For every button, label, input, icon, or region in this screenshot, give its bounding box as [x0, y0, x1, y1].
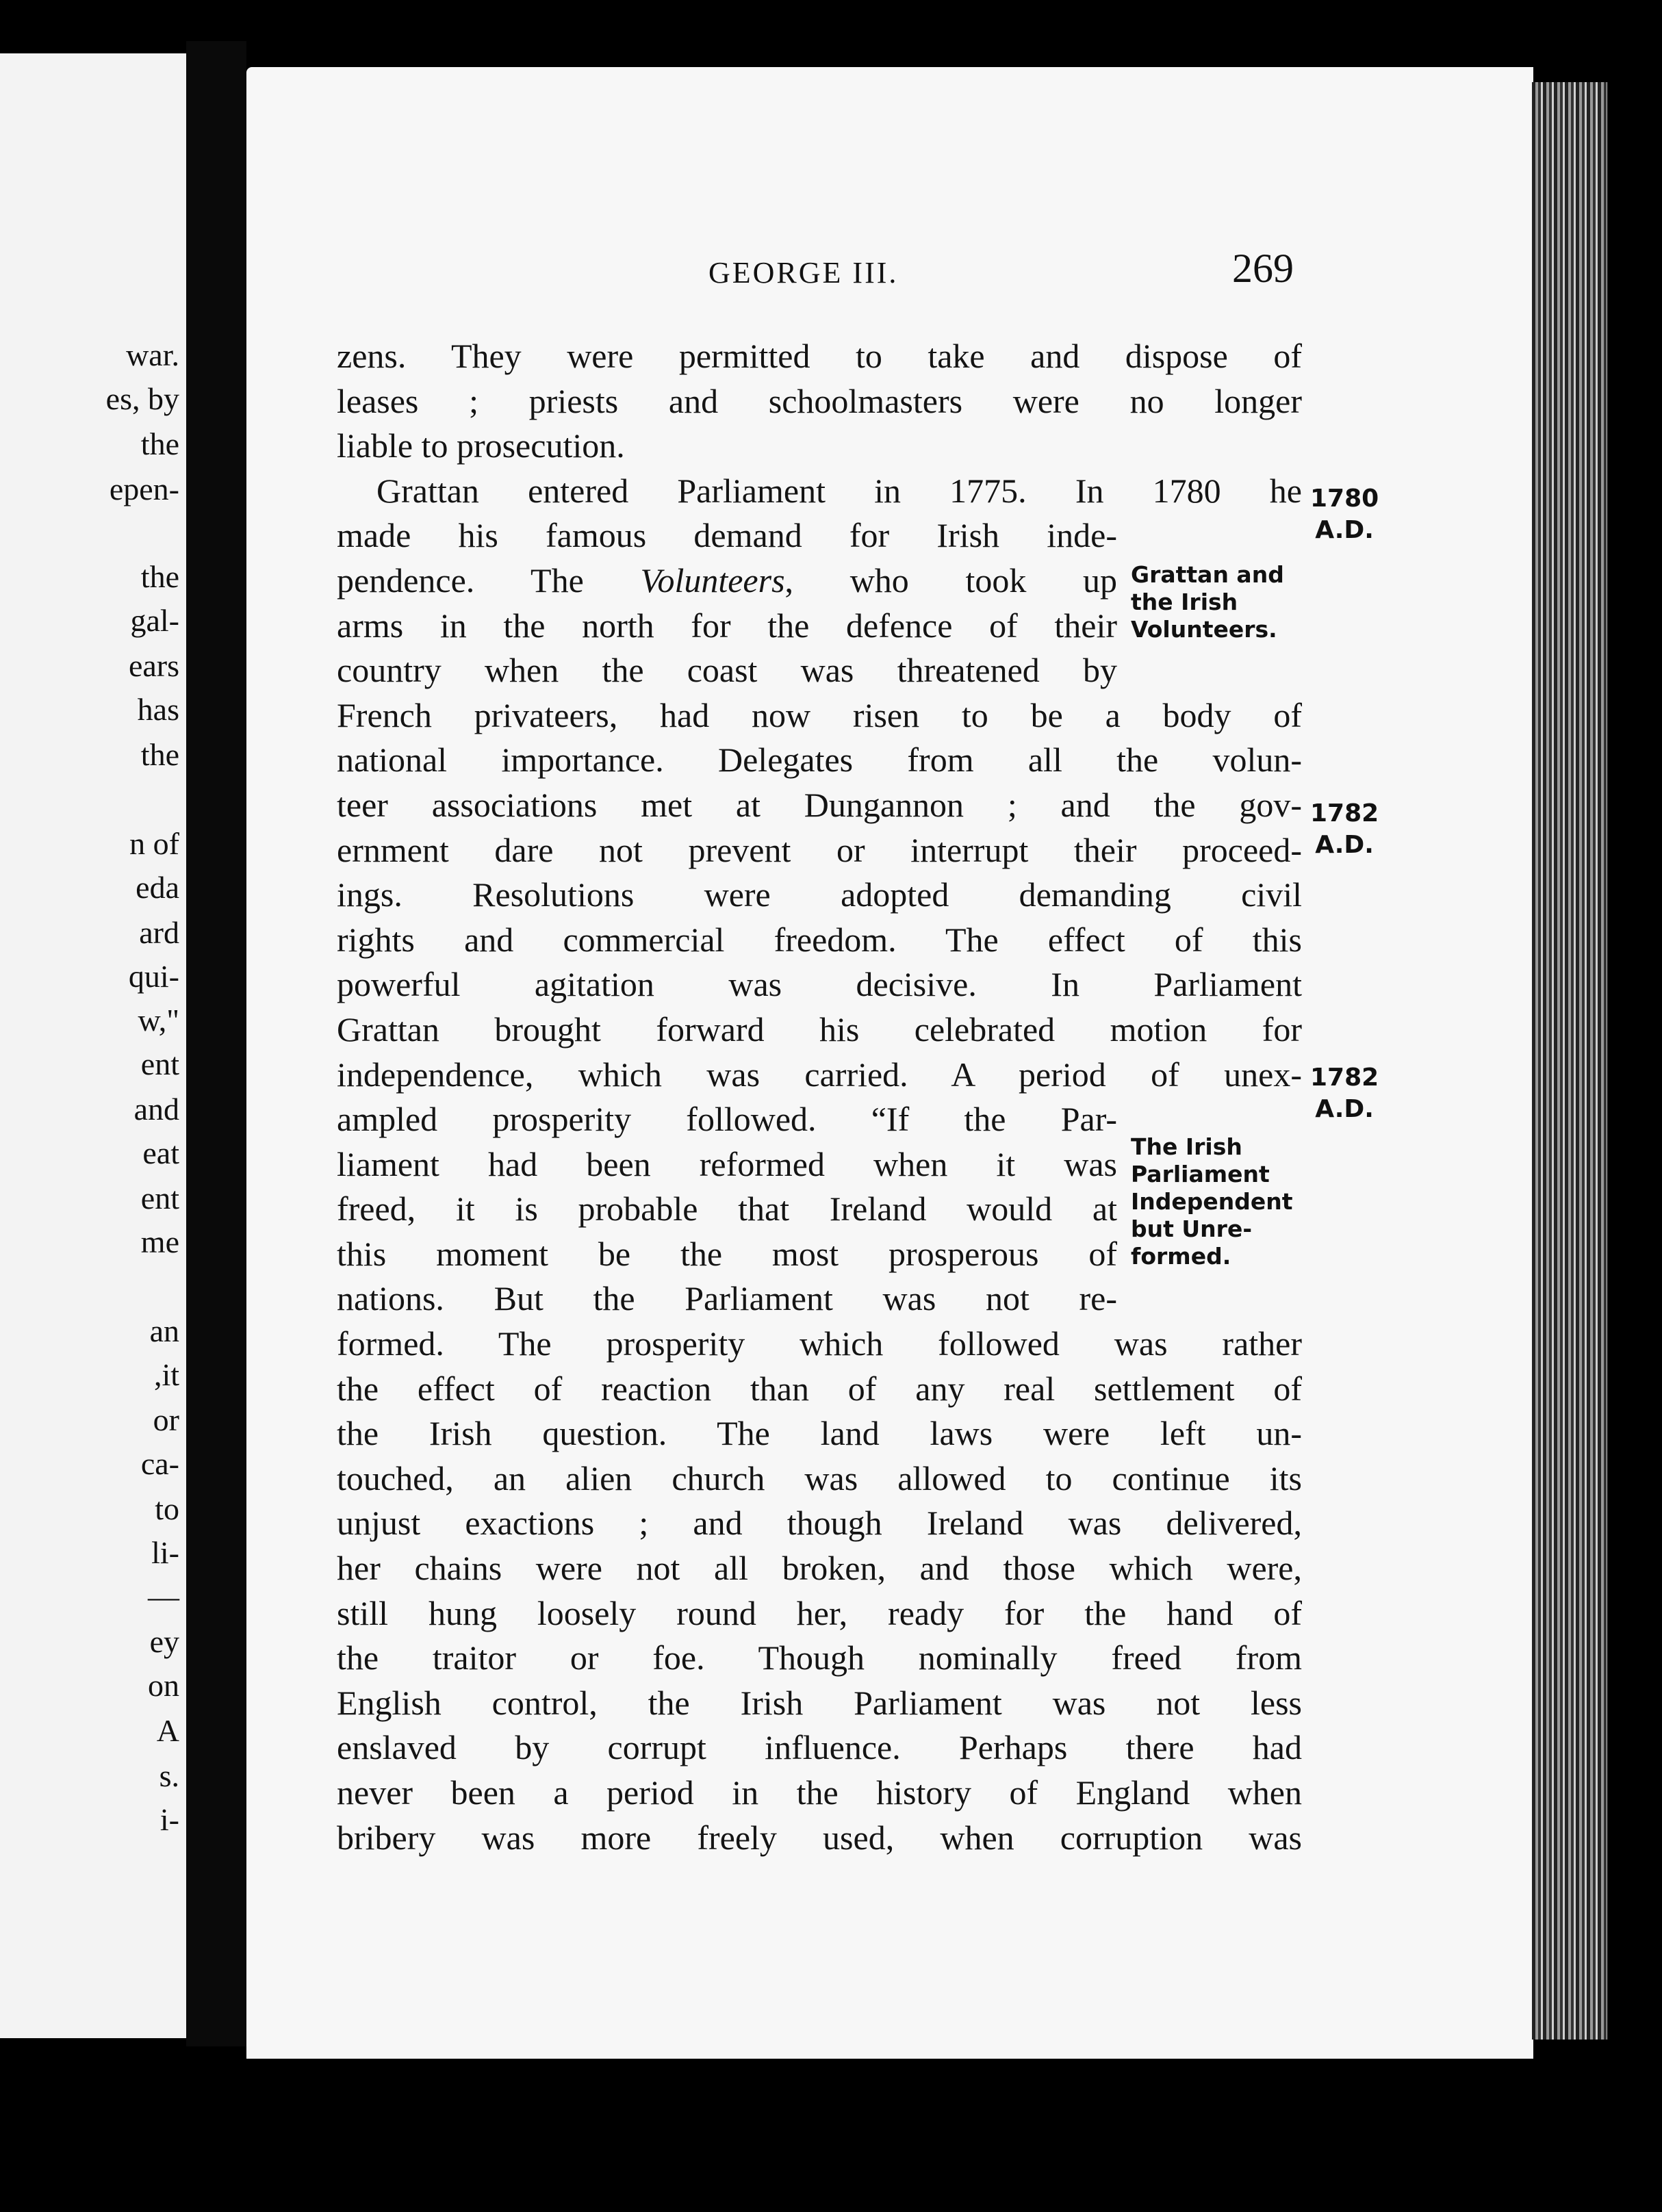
- previous-page-line: has: [137, 692, 179, 727]
- previous-page-line: n of: [129, 826, 179, 861]
- text-line: freed, it is probable that Ireland would at: [337, 1189, 1117, 1229]
- italic-term: Volunteers: [640, 561, 785, 600]
- text-line: nations. But the Parliament was not re-: [337, 1279, 1117, 1318]
- previous-page-line: ,it: [153, 1357, 179, 1392]
- margin-year-era: A.D.: [1315, 516, 1374, 544]
- text-line: Grattan entered Parliament in 1775. In 1780 he: [376, 471, 1302, 510]
- text-line: still hung loosely round her, ready for the hand of: [337, 1593, 1302, 1632]
- text-line: her chains were not all broken, and those which were,: [337, 1549, 1302, 1588]
- sidenote-irish-parliament: [1131, 1133, 1293, 1270]
- previous-page-line: ent: [140, 1181, 179, 1216]
- sidenote-line: Grattan and: [1131, 561, 1284, 588]
- text-line: formed. The prosperity which followed was rather: [337, 1324, 1302, 1363]
- page-number: 269: [1232, 246, 1294, 291]
- text-segment: , who took up: [784, 561, 1118, 600]
- previous-page-line: ard: [139, 915, 179, 950]
- text-line: English control, the Irish Parliament was not less: [337, 1683, 1302, 1722]
- margin-year-value: 1782: [1310, 1064, 1379, 1092]
- sidenote-line: the Irish: [1131, 589, 1238, 615]
- previous-page-line: ca-: [140, 1446, 179, 1481]
- previous-page-line: the: [140, 737, 179, 772]
- text-line: teer associations met at Dungannon ; and the gov-: [337, 785, 1302, 824]
- sidenote-line: The Irish: [1131, 1133, 1242, 1160]
- text-line: liament had been reformed when it was: [337, 1144, 1117, 1183]
- margin-year-era: A.D.: [1315, 831, 1374, 859]
- previous-page-line: the: [140, 559, 179, 594]
- previous-page-line: i-: [159, 1802, 179, 1837]
- previous-page-line: war.: [126, 337, 179, 372]
- text-line: ernment dare not prevent or interrupt their proceed-: [337, 830, 1302, 869]
- previous-page-line: eat: [142, 1135, 179, 1170]
- text-line: country when the coast was threatened by: [337, 651, 1117, 690]
- text-line: leases ; priests and schoolmasters were no longer: [337, 381, 1302, 420]
- previous-page-line: epen-: [109, 472, 179, 506]
- margin-year: [1310, 1062, 1379, 1125]
- sidenote-line: Independent: [1131, 1188, 1293, 1215]
- sidenote-grattan-volunteers: [1131, 561, 1284, 643]
- previous-page-line: qui-: [128, 959, 179, 994]
- margin-year-value: 1780: [1310, 485, 1379, 513]
- previous-page-line: w,": [138, 1003, 179, 1038]
- previous-page-line: —: [148, 1579, 179, 1614]
- running-head: GEORGE III.: [708, 256, 899, 290]
- previous-page-line: ey: [149, 1624, 179, 1659]
- text-line: Grattan brought forward his celebrated motion for: [337, 1009, 1302, 1049]
- text-line: arms in the north for the defence of their: [337, 606, 1117, 645]
- sidenote-line: Parliament: [1131, 1161, 1270, 1187]
- text-line: touched, an alien church was allowed to continue its: [337, 1458, 1302, 1497]
- margin-year-value: 1782: [1310, 799, 1379, 827]
- previous-page-line: A: [156, 1713, 179, 1748]
- sidenote-line: Volunteers.: [1131, 616, 1277, 643]
- page-edges: [1532, 82, 1607, 2040]
- previous-page-line: an: [149, 1313, 179, 1348]
- text-line: unjust exactions ; and though Ireland was delivered,: [337, 1504, 1302, 1543]
- text-line: liable to prosecution.: [337, 426, 625, 465]
- previous-page-line: es, by: [105, 381, 179, 416]
- previous-page-line: ent: [140, 1046, 179, 1081]
- previous-page-line: and: [133, 1092, 179, 1127]
- margin-year: [1310, 798, 1379, 861]
- sidenote-line: formed.: [1131, 1243, 1231, 1270]
- text-line: the traitor or foe. Though nominally freed from: [337, 1638, 1302, 1677]
- previous-page-line: the: [140, 426, 179, 461]
- previous-page-line: s.: [159, 1758, 179, 1793]
- text-line: ampled prosperity followed. “If the Par-: [337, 1100, 1117, 1139]
- sidenote-line: but Unre-: [1131, 1216, 1253, 1242]
- text-line: independence, which was carried. A period of unex-: [337, 1055, 1302, 1094]
- margin-year-era: A.D.: [1315, 1095, 1374, 1123]
- text-line: never been a period in the history of England when: [337, 1773, 1302, 1812]
- text-line: [337, 558, 1117, 604]
- previous-page-line: eda: [136, 870, 179, 905]
- margin-year: [1310, 483, 1379, 546]
- previous-page-line: me: [140, 1224, 179, 1259]
- text-line: made his famous demand for Irish inde-: [337, 516, 1117, 555]
- text-line: the effect of reaction than of any real settlement of: [337, 1369, 1302, 1408]
- text-line: rights and commercial freedom. The effect of this: [337, 920, 1302, 959]
- previous-page: [0, 53, 186, 2038]
- previous-page-line: gal-: [130, 603, 179, 638]
- previous-page-line: li-: [151, 1535, 179, 1570]
- previous-page-line: ears: [128, 648, 179, 683]
- text-line: this moment be the most prosperous of: [337, 1234, 1117, 1273]
- text-line: French privateers, had now risen to be a body of: [337, 695, 1302, 734]
- text-line: enslaved by corrupt influence. Perhaps there had: [337, 1728, 1302, 1767]
- text-line: powerful agitation was decisive. In Parliament: [337, 965, 1302, 1004]
- text-line: national importance. Delegates from all the volun-: [337, 741, 1302, 780]
- text-line: the Irish question. The land laws were left un-: [337, 1414, 1302, 1453]
- text-segment: pendence. The: [337, 561, 584, 600]
- text-line: zens. They were permitted to take and dispose of: [337, 337, 1302, 375]
- text-line: bribery was more freely used, when corruption was: [337, 1818, 1302, 1857]
- book-gutter: [186, 41, 246, 2046]
- text-line: ings. Resolutions were adopted demanding civil: [337, 875, 1302, 914]
- previous-page-line: on: [148, 1668, 179, 1703]
- previous-page-line: or: [153, 1402, 179, 1437]
- previous-page-line: to: [155, 1491, 179, 1526]
